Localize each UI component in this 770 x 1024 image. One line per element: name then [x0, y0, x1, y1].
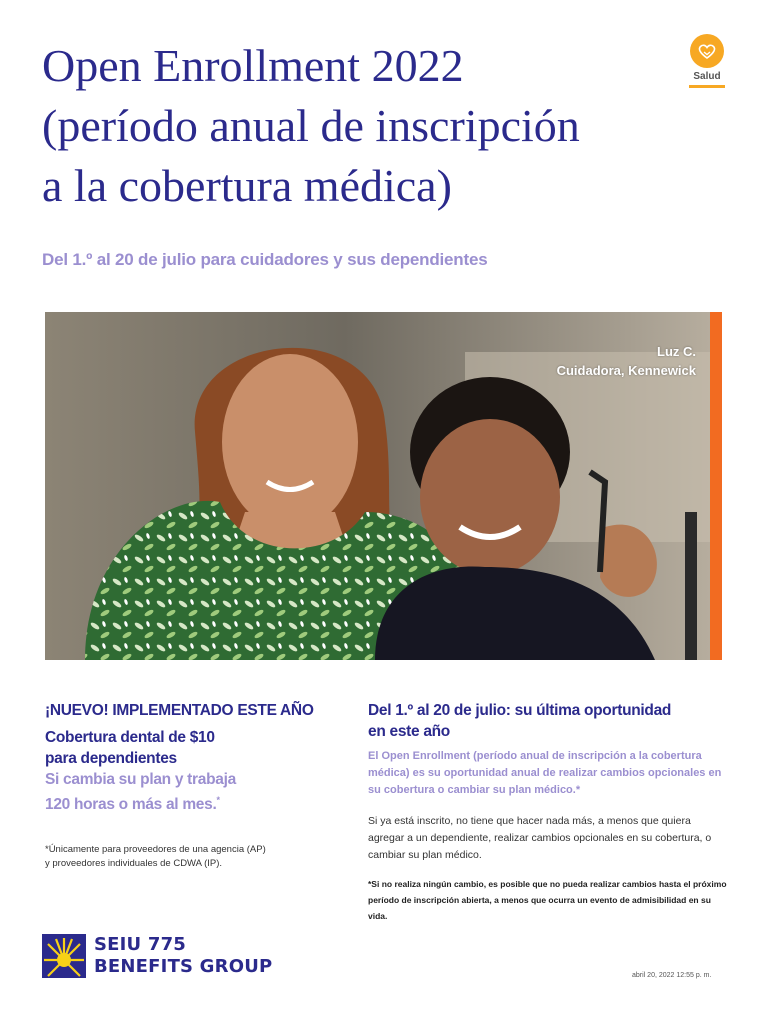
open-enrollment-intro: El Open Enrollment (período anual de inscripción a la cobertura médica) es su oportunidad anual de realizar cambios opcionales en su cobertura o cambiar su plan médico.*: [368, 750, 722, 796]
page-title: [42, 36, 682, 216]
new-headline: ¡NUEVO! IMPLEMENTADO ESTE AÑO: [45, 702, 314, 719]
caption-role: Cuidadora, Kennewick: [556, 363, 696, 378]
badge-label: Salud: [693, 71, 721, 82]
new-dental-section: [45, 700, 345, 871]
badge-underline: [689, 85, 725, 88]
footnote: [45, 843, 345, 871]
logo-line-2: BENEFITS GROUP: [94, 956, 273, 977]
last-chance-headline-2: en este año: [368, 723, 450, 740]
page-subtitle: Del 1.º al 20 de julio para cuidadores y sus dependientes: [42, 250, 488, 269]
condition-line-2: [45, 790, 345, 815]
last-chance-section: [368, 700, 728, 924]
title-line-3: a la cobertura médica): [42, 160, 452, 211]
title-line-1: Open Enrollment 2022: [42, 40, 464, 91]
caption-name: Luz C.: [657, 344, 696, 359]
caregiver-photo: [45, 312, 710, 660]
print-timestamp: abril 20, 2022 12:55 p. m.: [632, 972, 712, 979]
footnote-line-2: y proveedores individuales de CDWA (IP).: [45, 858, 223, 870]
dental-offer-line-1: Cobertura dental de $10: [45, 729, 215, 746]
condition-line-1: Si cambia su plan y trabaja: [45, 771, 236, 788]
footnote-line-1: *Únicamente para proveedores de una agencia (AP): [45, 844, 266, 856]
title-line-2: (período anual de inscripción: [42, 100, 580, 151]
logo-wordmark: [94, 934, 272, 978]
accent-bar-side: [710, 312, 722, 660]
salud-badge: [684, 34, 730, 88]
already-enrolled-text: Si ya está inscrito, no tiene que hacer nada más, a menos que quiera agregar a un dependiente, realizar cambios opcionales en su cobertura, o cambiar su plan médico.: [368, 815, 712, 861]
footnote-mark: *: [216, 795, 220, 805]
heart-hands-icon: [690, 34, 724, 68]
condition-text: 120 horas o más al mes.: [45, 796, 217, 814]
no-change-warning: *Si no realiza ningún cambio, es posible que no pueda realizar cambios hasta el próximo período de inscripción abierta, a menos que ocurra un evento de admisibilidad en su vida.: [368, 879, 727, 921]
photo-caption: [557, 342, 696, 380]
seiu-logo: [42, 934, 272, 978]
last-chance-headline-1: Del 1.º al 20 de julio: su última oportunidad: [368, 702, 672, 719]
dental-offer-line-2: para dependientes: [45, 750, 177, 767]
logo-line-1: SEIU 775: [94, 934, 187, 955]
sunburst-icon: [42, 934, 86, 978]
